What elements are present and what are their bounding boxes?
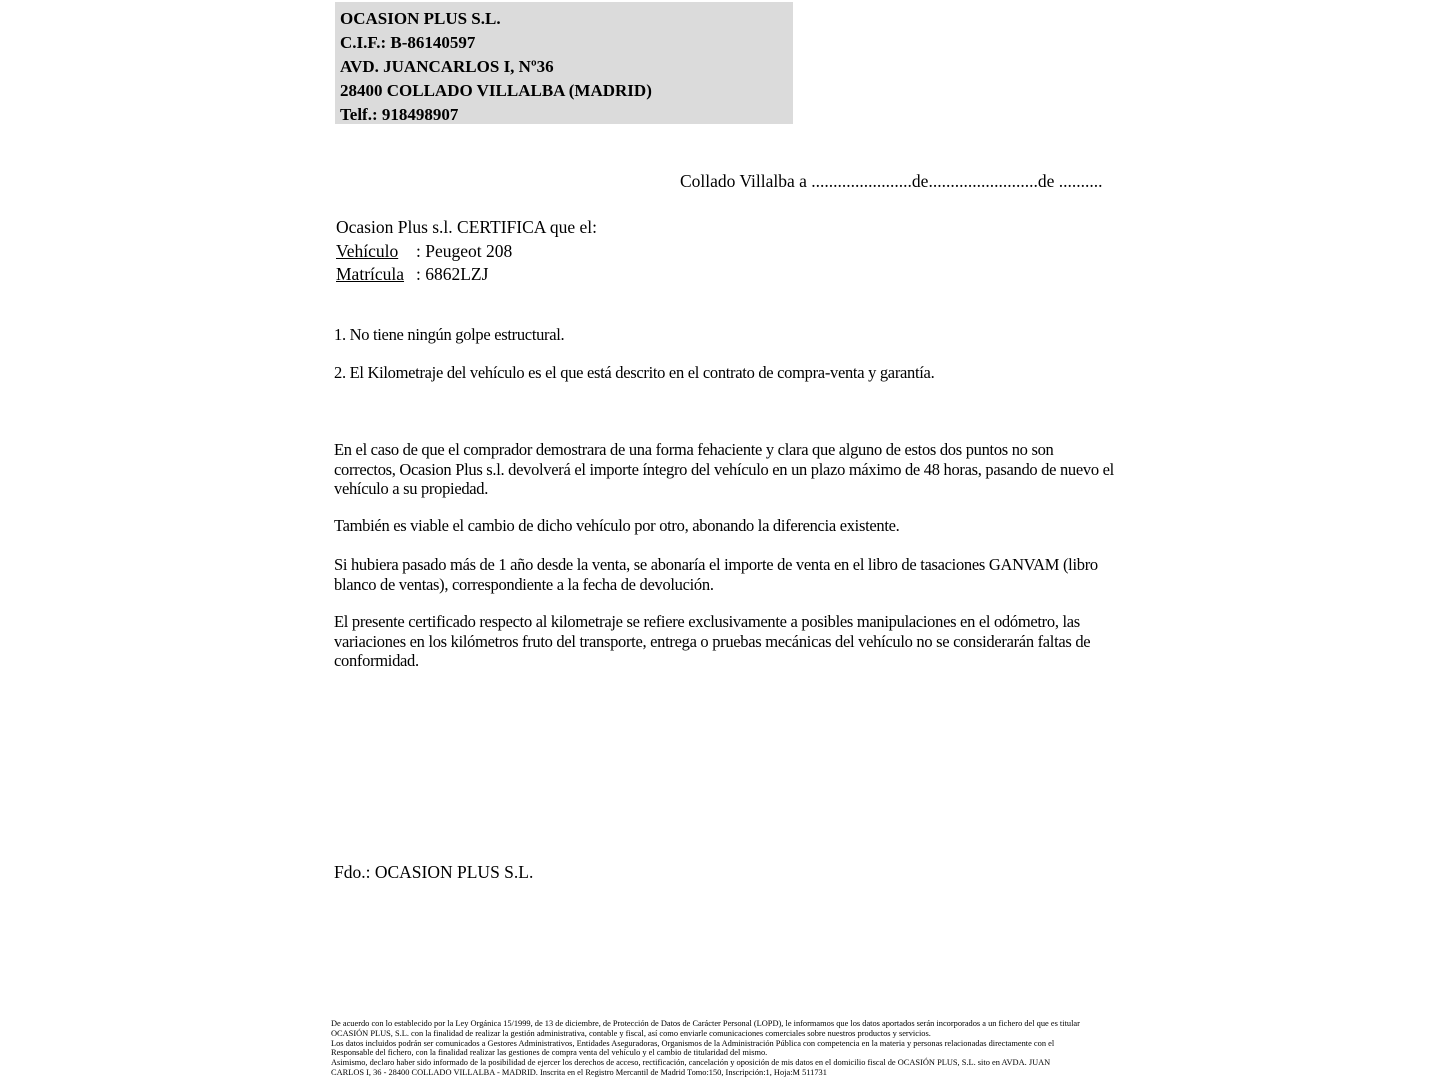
company-name: OCASION PLUS S.L. [340, 9, 501, 28]
company-address: AVD. JUANCARLOS I, Nº36 [340, 57, 554, 76]
point-1: 1. No tiene ningún golpe estructural. [334, 325, 565, 344]
certify-intro: Ocasion Plus s.l. CERTIFICA que el: [336, 217, 597, 237]
company-cif: C.I.F.: B-86140597 [340, 33, 476, 52]
legal-line: OCASIÓN PLUS, S.L. con la finalidad de realizar la gestión administrativa, contable y fiscal, así como enviarle comunicaciones comerciales sobre nuestros productos y servicios. [331, 1028, 931, 1038]
legal-line: Asimismo, declaro haber sido informado de la posibilidad de ejercer los derechos de acceso, rectificación, cancelación y oposición de mis datos en el domicilio fiscal de OCASIÓN PLUS, S.L. sito en AVDA. JUAN [331, 1058, 1051, 1068]
company-phone: Telf.: 918498907 [340, 105, 459, 124]
legal-line: CARLOS I, 36 - 28400 COLLADO VILLALBA - MADRID. Inscrita en el Registro Mercantil de Madrid Tomo:150, Inscripción:1, Hoja:M 511731 [331, 1067, 827, 1077]
point-2: 2. El Kilometraje del vehículo es el que está descrito en el contrato de compra-venta y garantía. [334, 363, 935, 382]
company-header-box [335, 2, 793, 124]
paragraph-refund: En el caso de que el comprador demostrara de una forma fehaciente y clara que alguno de estos dos puntos no son correctos, Ocasion Plus s.l. devolverá el importe íntegro del vehículo en un plazo máximo de 48 horas, pasando de nuevo el vehículo a su propiedad. [334, 440, 1114, 498]
paragraph-exchange: También es viable el cambio de dicho vehículo por otro, abonando la diferencia existente. [334, 516, 900, 535]
vehicle-value: : Peugeot 208 [416, 240, 513, 261]
company-city: 28400 COLLADO VILLALBA (MADRID) [340, 81, 652, 100]
legal-line: De acuerdo con lo establecido por la Ley Orgánica 15/1999, de 13 de diciembre, de Protección de Datos de Carácter Personal (LOPD), le informamos que los datos aportados serán incorporados a un fichero del que es titular [331, 1019, 1080, 1028]
legal-line: Responsable del fichero, con la finalidad realizar las gestiones de compra venta del vehículo y el cambio de titularidad del mismo. [331, 1048, 768, 1058]
vehicle-row [336, 240, 597, 264]
paragraph-ganvam: Si hubiera pasado más de 1 año desde la venta, se abonaría el importe de venta en el libro de tasaciones GANVAM (libro blanco de ventas), correspondiente a la fecha de devolución. [334, 555, 1098, 594]
vehicle-label: Vehículo [336, 240, 399, 261]
date-line: Collado Villalba a .......................de.........................de .......... [680, 171, 1103, 191]
legal-line: Los datos incluidos podrán ser comunicados a Gestores Administrativos, Entidades Aseguradoras, Organismos de la Administración Pública con competencia en la materia y personas relacionadas directamente con el [331, 1038, 1055, 1048]
signature-line: Fdo.: OCASION PLUS S.L. [334, 862, 534, 882]
legal-fine-print [331, 1019, 1080, 1078]
certify-block [336, 216, 597, 287]
plate-label: Matrícula [336, 264, 405, 284]
paragraph-odometer: El presente certificado respecto al kilometraje se refiere exclusivamente a posibles manipulaciones en el odómetro, las variaciones en los kilómetros fruto del transporte, entrega o pruebas mecánicas del vehículo no se considerarán faltas de conformidad. [334, 612, 1091, 670]
plate-row [336, 263, 597, 287]
plate-value: : 6862LZJ [416, 264, 489, 284]
